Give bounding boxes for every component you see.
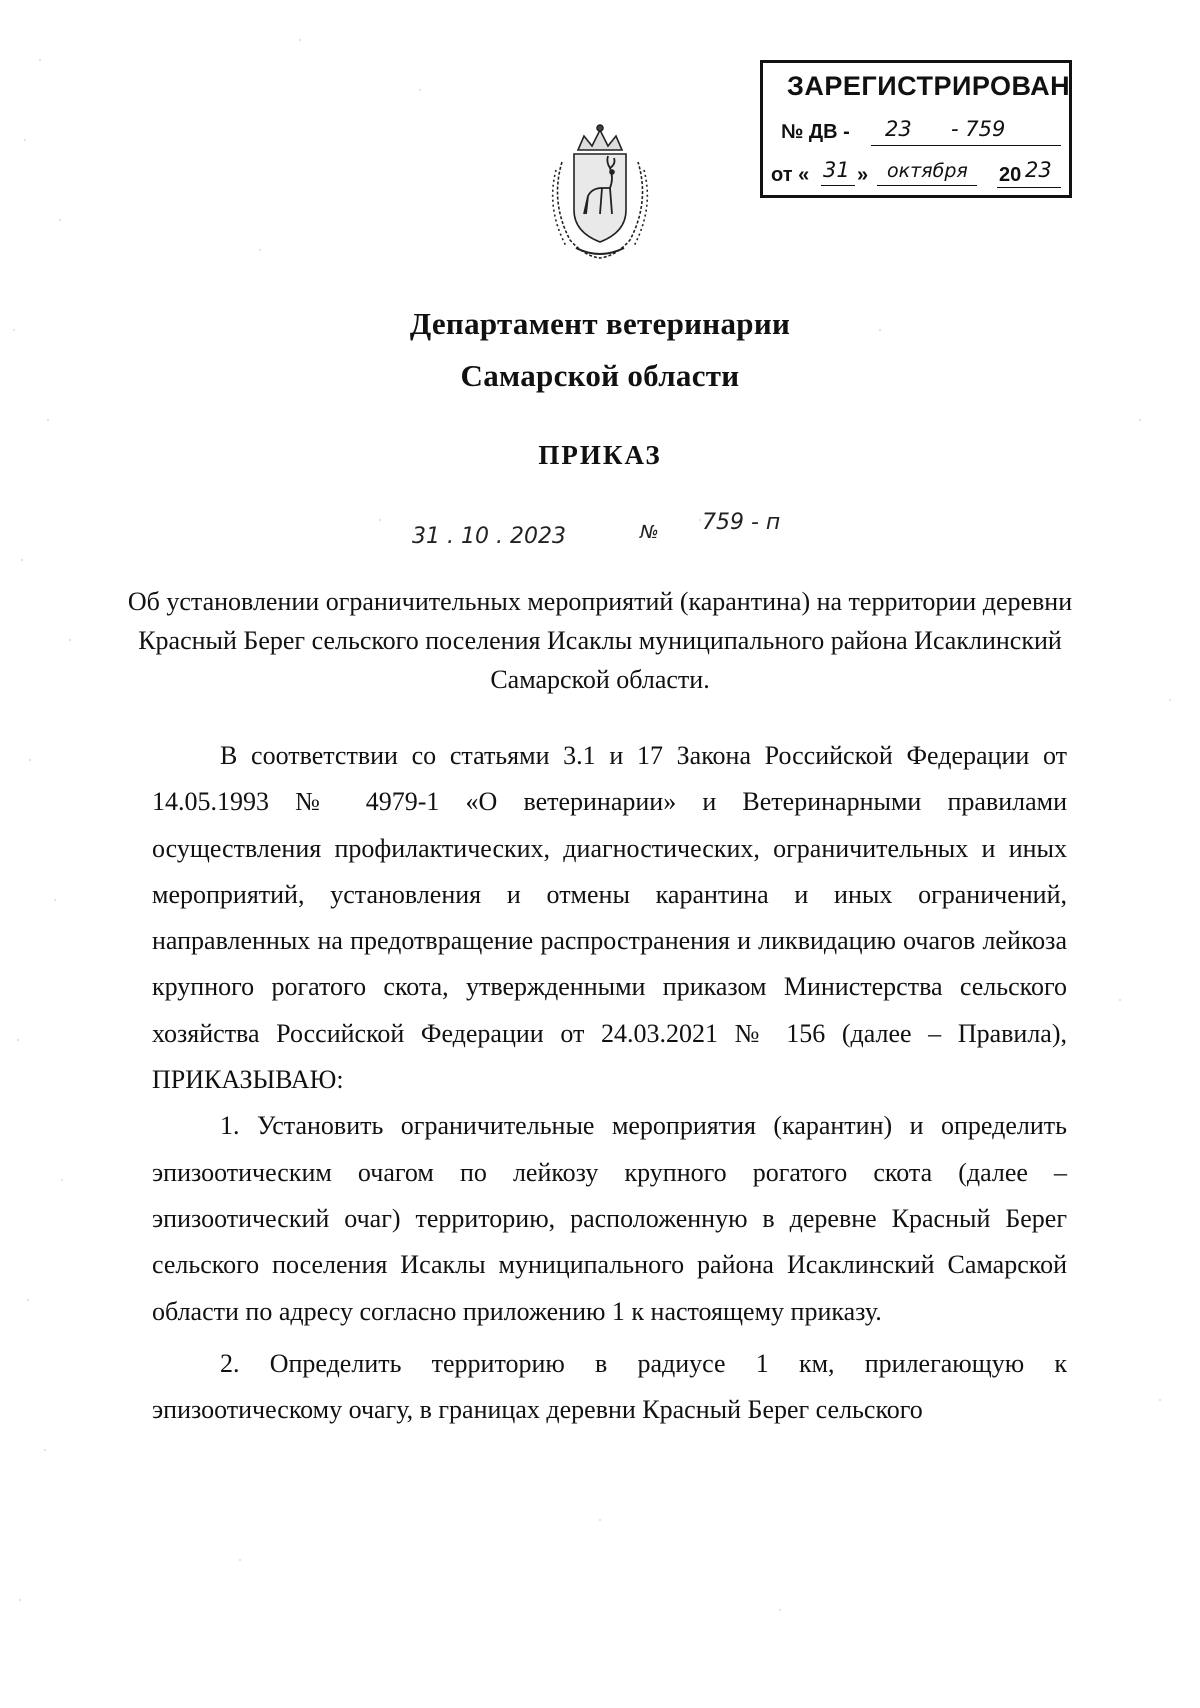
order-number: 759 - п	[702, 510, 781, 535]
stamp-year-suffix: 23	[1025, 158, 1052, 182]
stamp-date-close: »	[857, 164, 869, 186]
order-number-sign: №	[640, 522, 659, 543]
stamp-number-label: № ДВ -	[781, 121, 850, 143]
region-name: Самарской области	[460, 358, 740, 393]
samara-coat-of-arms-icon	[540, 122, 660, 262]
stamp-number-part1: 23	[885, 117, 912, 141]
stamp-day-line	[821, 185, 855, 186]
stamp-number-part2: - 759	[951, 117, 1006, 141]
order-date: 31 . 10 . 2023	[412, 524, 566, 549]
paragraph-item-1: 1. Установить ограничительные мероприятия (карантин) и определить эпизоотическим очагом по лейкозу крупного рогатого скота (далее – эпизоотический очаг) территорию, расположенную в деревне Красный Берег сельского поселения Исаклы муниципального района Исаклинский Самарской области по адресу согласно приложению 1 к настоящему приказу.	[152, 1111, 1067, 1326]
stamp-number-line	[871, 145, 1061, 146]
stamp-month: октября	[887, 160, 968, 182]
paragraph-preamble: В соответствии со статьями 3.1 и 17 Закона Российской Федерации от 14.05.1993 № 4979-1 «О ветеринарии» и Ветеринарными правилами осуществления профилактических, диагностических, ограничительных и иных мероприятий, установления и отмены карантина и иных ограничений, направленных на предотвращение распространения и ликвидацию очагов лейкоза крупного рогатого скота, утвержденными приказом Министерства сельского хозяйства Российской Федерации от 24.03.2021 № 156 (далее – Правила), ПРИКАЗЫВАЮ:	[152, 741, 1067, 1095]
stamp-title: ЗАРЕГИСТРИРОВАН	[787, 71, 1071, 101]
stamp-year-line	[997, 187, 1061, 188]
registration-stamp	[760, 60, 1072, 198]
stamp-day: 31	[823, 158, 850, 182]
stamp-year-prefix: 20	[999, 164, 1022, 186]
paragraph-item-2: 2. Определить территорию в радиусе 1 км, прилегающую к эпизоотическому очагу, в границах деревни Красный Берег сельского	[152, 1348, 1067, 1425]
department-name: Департамент ветеринарии	[409, 306, 791, 341]
order-body	[152, 733, 1067, 1433]
order-title: ПРИКАЗ	[538, 440, 662, 470]
stamp-month-line	[877, 185, 977, 186]
stamp-date-label: от «	[771, 164, 810, 186]
order-subject: Об установлении ограничительных мероприятий (карантина) на территории деревни Красный Берег сельского поселения Исаклы муниципального района Исаклинский Самарской области.	[127, 587, 1073, 694]
